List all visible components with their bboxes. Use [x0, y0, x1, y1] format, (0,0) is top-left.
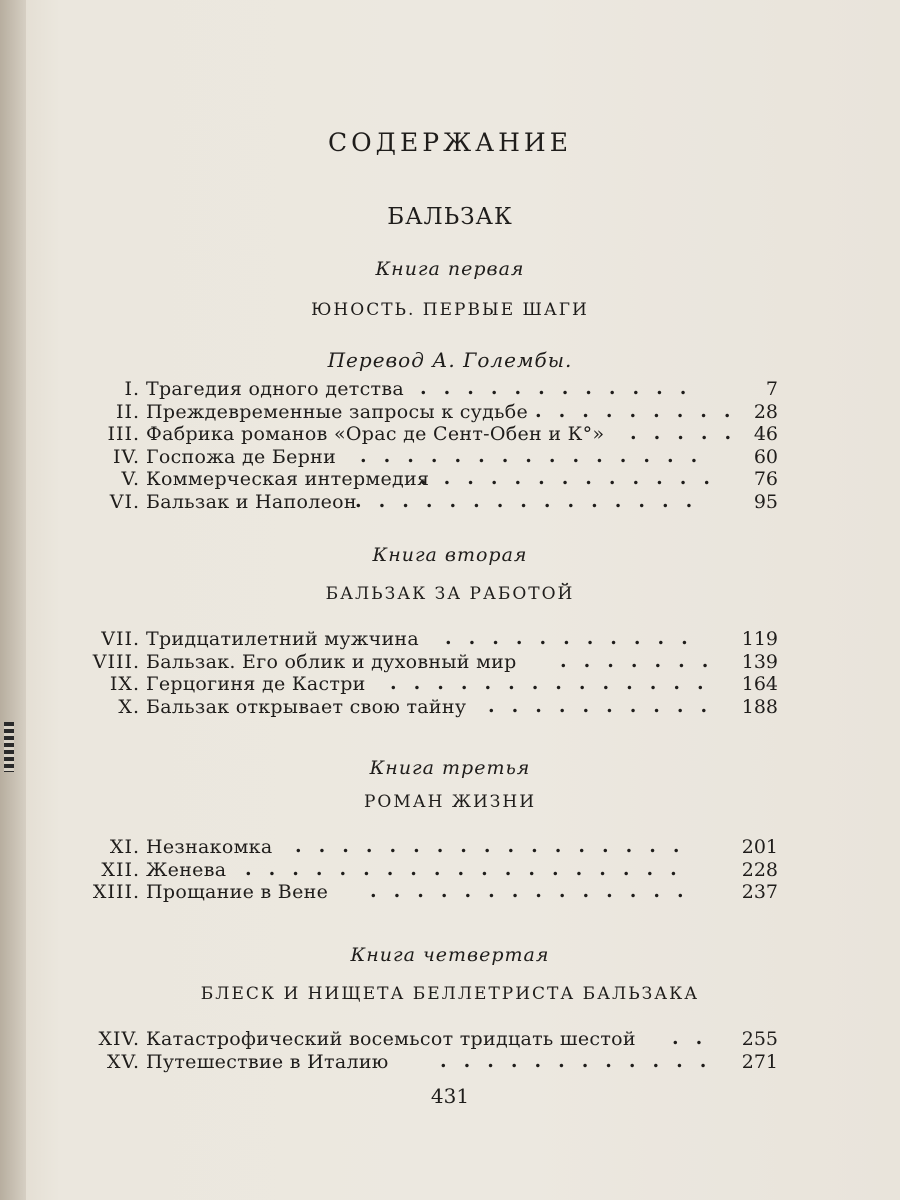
chapter-title: Катастрофический восемьсот тридцать шестой: [146, 1028, 636, 1050]
leader-dots: ..: [672, 1027, 720, 1049]
chapter-title: Тридцатилетний мужчина: [146, 628, 420, 650]
leader-dots: .......: [560, 649, 726, 672]
chapter-page: 271: [741, 1050, 778, 1073]
toc-entry[interactable]: [0, 859, 900, 882]
leader-dots: .................: [295, 835, 697, 857]
leader-dots: ..............: [370, 880, 701, 902]
book-part-title-1: ЮНОСТЬ. ПЕРВЫЕ ШАГИ: [311, 300, 589, 320]
chapter-title: Преждевременные запросы к судьбе: [146, 400, 529, 423]
chapter-number: VIII.: [92, 650, 140, 673]
chapter-page: 164: [741, 673, 778, 695]
chapter-page: 255: [741, 1028, 778, 1050]
chapter-number: V.: [121, 468, 140, 490]
chapter-number: XI.: [109, 836, 140, 858]
book-label-1: Книга первая: [375, 258, 525, 280]
chapter-number: XV.: [107, 1050, 140, 1073]
chapter-page: 28: [753, 400, 778, 423]
chapter-number: VII.: [101, 628, 140, 650]
chapter-title: Бальзак. Его облик и духовный мир: [146, 650, 517, 673]
leader-dots: ...............: [355, 489, 710, 512]
book-label-2: Книга вторая: [372, 544, 528, 566]
book-part-title-4: БЛЕСК И НИЩЕТА БЕЛЛЕТРИСТА БАЛЬЗАКА: [200, 984, 700, 1004]
chapter-number: VI.: [109, 490, 140, 513]
chapter-page: 7: [765, 378, 778, 400]
toc-entry[interactable]: [0, 628, 900, 651]
chapter-page: 188: [741, 695, 778, 718]
chapter-number: I.: [124, 378, 140, 400]
toc-entry[interactable]: [0, 673, 900, 696]
author-heading: БАЛЬЗАК: [387, 204, 513, 230]
toc-entry[interactable]: [0, 1051, 900, 1074]
chapter-page: 119: [741, 628, 778, 650]
chapter-page: 237: [741, 881, 778, 903]
toc-group-1: [0, 378, 900, 513]
chapter-page: 228: [741, 858, 778, 881]
chapter-page: 95: [753, 490, 778, 513]
chapter-title: Коммерческая интермедия: [146, 468, 430, 490]
chapter-title: Женева: [146, 858, 227, 881]
contents-heading: СОДЕРЖАНИЕ: [328, 128, 572, 157]
leader-dots: .............: [420, 467, 727, 489]
toc-entry[interactable]: [0, 446, 900, 469]
chapter-title: Герцогиня де Кастри: [146, 673, 366, 695]
toc-group-2: [0, 628, 900, 718]
leader-dots: ...................: [245, 857, 694, 880]
translator-note: Перевод А. Голембы.: [327, 348, 573, 372]
page-number: 431: [430, 1084, 470, 1108]
book-binding: [0, 0, 26, 1200]
chapter-page: 46: [753, 423, 778, 445]
book-part-title-3: РОМАН ЖИЗНИ: [363, 792, 537, 812]
chapter-number: XIV.: [98, 1028, 140, 1050]
chapter-page: 201: [741, 836, 778, 858]
chapter-title: Бальзак открывает свою тайну: [146, 695, 467, 718]
chapter-number: II.: [115, 400, 140, 423]
leader-dots: ...............: [360, 444, 715, 467]
chapter-page: 60: [753, 445, 778, 468]
leader-dots: ............: [440, 1049, 724, 1072]
leader-dots: ............: [420, 377, 704, 399]
leader-dots: .........: [535, 399, 748, 422]
chapter-title: Госпожа де Берни: [146, 445, 337, 468]
book-label-3: Книга третья: [369, 757, 531, 779]
chapter-page: 76: [753, 468, 778, 490]
toc-entry[interactable]: [0, 468, 900, 491]
chapter-title: Путешествие в Италию: [146, 1050, 389, 1073]
toc-entry[interactable]: [0, 491, 900, 514]
toc-entry[interactable]: [0, 651, 900, 674]
book-label-4: Книга четвертая: [350, 944, 550, 966]
book-part-title-2: БАЛЬЗАК ЗА РАБОТОЙ: [325, 584, 575, 604]
chapter-number: XII.: [101, 858, 140, 881]
chapter-title: Фабрика романов «Орас де Сент-Обен и К°»: [146, 423, 605, 445]
chapter-page: 139: [741, 650, 778, 673]
chapter-title: Бальзак и Наполеон: [146, 490, 357, 513]
leader-dots: ..........: [488, 694, 725, 717]
chapter-number: XIII.: [92, 881, 140, 903]
chapter-number: IV.: [113, 445, 140, 468]
chapter-number: IX.: [109, 673, 140, 695]
chapter-number: X.: [118, 695, 140, 718]
toc-entry[interactable]: [0, 696, 900, 719]
binding-stitch: [4, 722, 14, 772]
toc-entry[interactable]: [0, 401, 900, 424]
leader-dots: ..............: [390, 672, 721, 694]
chapter-title: Незнакомка: [146, 836, 273, 858]
toc-group-4: [0, 1028, 900, 1073]
toc-group-3: [0, 836, 900, 904]
leader-dots: .....: [630, 422, 749, 444]
chapter-title: Трагедия одного детства: [146, 378, 404, 400]
toc-entry[interactable]: [0, 378, 900, 401]
leader-dots: ...........: [445, 627, 705, 649]
toc-entry[interactable]: [0, 1028, 900, 1051]
chapter-title: Прощание в Вене: [146, 881, 329, 903]
toc-entry[interactable]: [0, 836, 900, 859]
chapter-number: III.: [107, 423, 140, 445]
toc-entry[interactable]: [0, 881, 900, 904]
toc-entry[interactable]: [0, 423, 900, 446]
